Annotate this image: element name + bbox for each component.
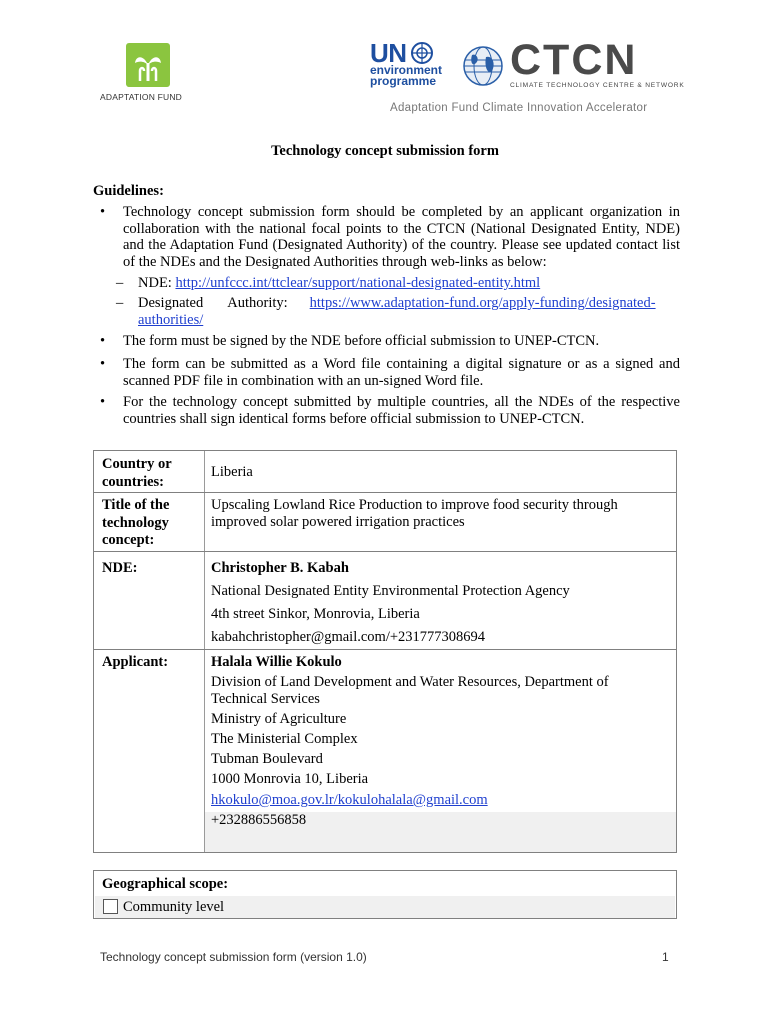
geographical-scope-heading: Geographical scope: — [102, 876, 229, 892]
page-title: Technology concept submission form — [271, 143, 499, 159]
community-level-option[interactable] — [95, 896, 675, 918]
guideline-item — [100, 333, 680, 350]
adaptation-fund-logo — [100, 43, 200, 102]
bullet: • — [100, 204, 106, 220]
applicant-city: 1000 Monrovia 10, Liberia — [211, 771, 369, 787]
da-link[interactable]: https://www.adaptation-fund.org/apply-funding/designated- — [309, 295, 656, 311]
nde-link-prefix: NDE: — [138, 275, 176, 291]
concept-info-table — [93, 450, 677, 853]
country-label: Country or countries: — [102, 456, 172, 490]
plant-icon — [126, 43, 170, 87]
table-row-nde — [94, 552, 676, 650]
un-environment-label: environment — [370, 63, 443, 77]
nde-contact: kabahchristopher@gmail.com/+231777308694 — [211, 629, 486, 645]
guideline-item — [100, 394, 680, 427]
nde-link[interactable]: http://unfccc.int/ttclear/support/national-designated-entity.html — [175, 275, 541, 291]
guideline-text-3: The form can be submitted as a Word file containing a digital signature or as a signed and scanned PDF file in combination with an un-signed Word file. — [123, 356, 680, 389]
un-emblem-icon — [410, 41, 434, 65]
applicant-phone: +232886556858 — [211, 812, 307, 828]
globe-icon — [462, 45, 504, 87]
da-link-prefix: Designated — [138, 295, 204, 311]
dash: – — [116, 275, 124, 291]
un-programme-label: programme — [370, 74, 437, 88]
nde-link-item — [116, 275, 681, 292]
applicant-complex: The Ministerial Complex — [211, 731, 358, 747]
table-row-title — [94, 493, 676, 552]
community-level-checkbox[interactable] — [103, 899, 118, 914]
da-link-item — [116, 295, 681, 329]
guideline-item — [100, 204, 680, 270]
guideline-text-4: For the technology concept submitted by multiple countries, all the NDEs of the respective countries shall sign identical forms before official submission to UNEP-CTCN. — [123, 394, 680, 427]
nde-name: Christopher B. Kabah — [211, 560, 349, 576]
community-level-label: Community level — [123, 899, 225, 915]
country-value: Liberia — [211, 464, 253, 480]
bullet: • — [100, 356, 106, 372]
footer-text: Technology concept submission form (version 1.0) — [100, 950, 367, 964]
nde-label: NDE: — [102, 560, 138, 576]
bullet: • — [100, 333, 106, 349]
guideline-item — [100, 356, 680, 389]
applicant-name: Halala Willie Kokulo — [211, 654, 342, 670]
applicant-email — [211, 792, 666, 809]
geographical-scope-box — [93, 870, 677, 919]
applicant-street: Tubman Boulevard — [211, 751, 323, 767]
table-row-applicant — [94, 650, 676, 852]
ctcn-logo — [510, 38, 685, 89]
applicant-email-link[interactable]: hkokulo@moa.gov.lr/kokulohalala@gmail.com — [211, 792, 488, 808]
adaptation-fund-label: ADAPTATION FUND — [100, 92, 183, 102]
accelerator-subtitle: Adaptation Fund Climate Innovation Accelerator — [390, 102, 648, 114]
guidelines-heading: Guidelines: — [93, 183, 164, 199]
dash: – — [116, 295, 124, 311]
da-link-continued[interactable]: authorities/ — [138, 312, 204, 328]
nde-organization: National Designated Entity Environmental Protection Agency — [211, 583, 570, 599]
bullet: • — [100, 394, 106, 410]
nde-address: 4th street Sinkor, Monrovia, Liberia — [211, 606, 420, 622]
ctcn-subtitle: CLIMATE TECHNOLOGY CENTRE & NETWORK — [510, 82, 685, 89]
title-value: Upscaling Lowland Rice Production to improve food security through improved solar powered irrigation practices — [211, 497, 618, 530]
applicant-ministry: Ministry of Agriculture — [211, 711, 347, 727]
da-link-prefix-2: Authority: — [227, 295, 288, 311]
ctcn-wordmark: CTCN — [510, 36, 638, 84]
applicant-division: Division of Land Development and Water Resources, Department of Technical Services — [211, 674, 609, 707]
guideline-text-2: The form must be signed by the NDE before official submission to UNEP-CTCN. — [123, 333, 600, 349]
title-label: Title of the technology concept: — [102, 497, 170, 548]
un-wordmark: UN — [370, 38, 407, 68]
applicant-label: Applicant: — [102, 654, 169, 670]
guideline-text-1: Technology concept submission form should be completed by an applicant organization in collaboration with the national focal points to the CTCN (National Designated Entity, NDE) and the Adaptation Fund (Designated Authority) of the country. Please see updated contact list of the NDEs and the Designated Authorities through web-links as below: — [123, 204, 680, 270]
page-number: 1 — [662, 950, 669, 964]
table-row-country — [94, 451, 676, 493]
un-environment-logo — [370, 38, 460, 88]
